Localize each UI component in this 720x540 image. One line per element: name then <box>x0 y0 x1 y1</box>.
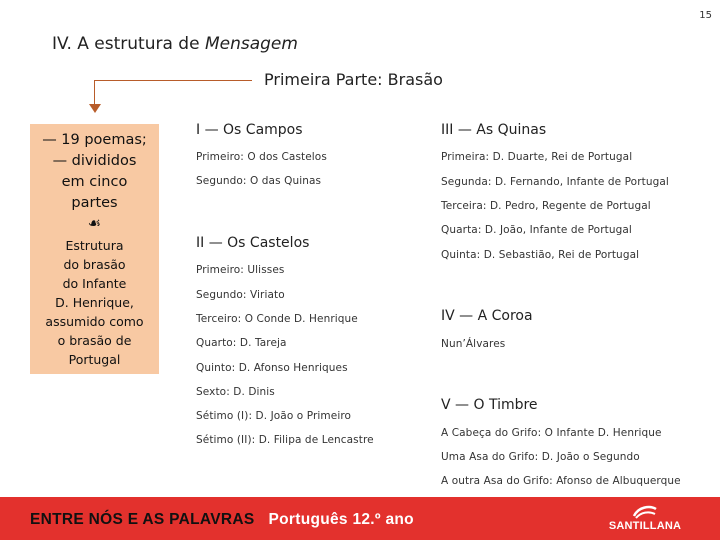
list-item: A Cabeça do Grifo: O Infante D. Henrique <box>441 427 662 439</box>
list-item: Primeiro: Ulisses <box>196 264 285 276</box>
list-item: Primeiro: O dos Castelos <box>196 151 327 163</box>
list-item: Segundo: O das Quinas <box>196 175 322 187</box>
footer-course: Português 12.º ano <box>268 511 414 528</box>
summary-detail-line: do Infante <box>62 276 127 291</box>
list-item: Segundo: Viriato <box>196 289 285 301</box>
list-item: Segunda: D. Fernando, Infante de Portugal <box>441 176 669 188</box>
summary-line: em cinco <box>61 174 128 190</box>
summary-line: — divididos <box>52 153 137 169</box>
section-subtitle: Primeira Parte: Brasão <box>264 70 443 89</box>
title-emphasis: Mensagem <box>204 34 298 54</box>
publisher-name: SANTILLANA <box>608 520 682 532</box>
list-item: Quarta: D. João, Infante de Portugal <box>441 224 632 236</box>
list-item: Nun’Álvares <box>441 338 506 350</box>
connector-line-vertical <box>94 80 95 106</box>
title-prefix: IV. A estrutura de <box>52 34 205 54</box>
section-heading-castelos: II — Os Castelos <box>196 235 310 251</box>
list-item: A outra Asa do Grifo: Afonso de Albuquerque <box>441 475 681 487</box>
footer-series: ENTRE NÓS E AS PALAVRAS <box>30 511 255 528</box>
summary-detail-line: Portugal <box>68 352 121 367</box>
summary-detail-line: D. Henrique, <box>55 295 134 310</box>
summary-detail-line: o brasão de <box>57 333 132 348</box>
connector-line-horizontal <box>94 80 252 81</box>
list-item: Terceiro: O Conde D. Henrique <box>196 313 358 325</box>
summary-detail-line: Estrutura <box>65 238 124 253</box>
page-number: 15 <box>699 10 712 21</box>
section-heading-timbre: V — O Timbre <box>441 397 538 413</box>
list-item: Uma Asa do Grifo: D. João o Segundo <box>441 451 640 463</box>
page-title <box>52 34 298 54</box>
list-item: Primeira: D. Duarte, Rei de Portugal <box>441 151 633 163</box>
list-item: Sétimo (I): D. João o Primeiro <box>196 410 352 422</box>
publisher-logo <box>600 505 690 533</box>
summary-detail-line: assumido como <box>45 314 144 329</box>
section-heading-quinas: III — As Quinas <box>441 122 547 138</box>
list-item: Terceira: D. Pedro, Regente de Portugal <box>441 200 651 212</box>
section-heading-campos: I — Os Campos <box>196 122 303 138</box>
arrow-down-icon <box>89 104 101 113</box>
santillana-logo-icon <box>632 505 658 519</box>
summary-line: partes <box>71 195 118 211</box>
floral-ornament-icon: ☙ <box>87 214 102 232</box>
summary-detail-line: do brasão <box>63 257 126 272</box>
footer-bar <box>0 497 720 540</box>
list-item: Quinta: D. Sebastião, Rei de Portugal <box>441 249 640 261</box>
list-item: Sexto: D. Dinis <box>196 386 275 398</box>
section-heading-coroa: IV — A Coroa <box>441 308 533 324</box>
list-item: Quinto: D. Afonso Henriques <box>196 362 348 374</box>
summary-line: — 19 poemas; <box>42 132 147 148</box>
footer-series-title <box>30 511 414 529</box>
summary-box <box>30 124 159 374</box>
list-item: Sétimo (II): D. Filipa de Lencastre <box>196 434 374 446</box>
list-item: Quarto: D. Tareja <box>196 337 287 349</box>
